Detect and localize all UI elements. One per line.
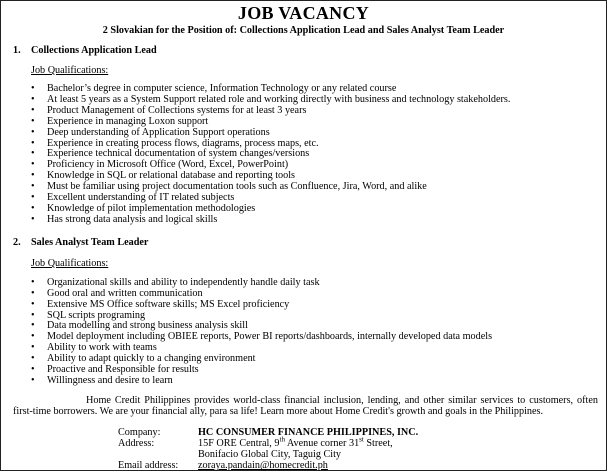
list-item: • Extensive MS Office software skills; MS Excel proficiency [31, 298, 290, 310]
list-item: • Experience in managing Loxon support [31, 115, 209, 127]
bullet-icon: • [31, 104, 35, 116]
bullet-icon: • [31, 192, 35, 204]
list-item: • Proficiency in Microsoft Office (Word, Excel, PowerPoint) [31, 159, 289, 171]
bullet-icon: • [31, 374, 35, 386]
bullet-icon: • [31, 202, 35, 214]
list-item: • Bachelor’s degree in computer science, Information Technology or any related course [31, 83, 397, 94]
bullet-icon: • [31, 159, 35, 171]
list-item: • Excellent understanding of IT related subjects [31, 192, 235, 204]
section-heading [1, 44, 606, 57]
qualifications-label: Job Qualifications: [31, 65, 109, 76]
list-item: • Willingness and desire to learn [31, 374, 173, 386]
bullet-icon: • [31, 320, 35, 332]
section-title: Collections Application Lead [31, 45, 157, 56]
section-number: 1. [13, 45, 21, 56]
list-item: • Knowledge in SQL or relational database and reporting tools [31, 170, 296, 182]
list-item: • Has strong data analysis and logical skills [31, 213, 218, 225]
bullet-icon: • [31, 309, 35, 321]
list-item: • Ability to work with teams [31, 342, 157, 354]
company-label: Company: [118, 426, 161, 438]
bullet-icon: • [31, 213, 35, 225]
list-item: • Data modelling and strong business analysis skill [31, 320, 248, 332]
list-item: • Knowledge of pilot implementation methodologies [31, 202, 256, 214]
section-heading [1, 236, 606, 249]
bullet-icon: • [31, 126, 35, 138]
address-value: 15F ORE Central, 9th Avenue corner 31st Street, [198, 435, 393, 450]
list-item: • Proactive and Responsible for results [31, 364, 199, 376]
address-row [1, 435, 606, 450]
bullet-icon: • [31, 170, 35, 182]
list-item: • At least 5 years as a System Support related role and working directly with business and technology stakeholders. [31, 93, 511, 105]
section-number: 2. [13, 236, 21, 248]
address-row-2 [1, 449, 606, 460]
address-label: Address: [118, 438, 155, 450]
list-item: • Model deployment including OBIEE reports, Power BI reports/dashboards, internally developed data models [31, 331, 493, 343]
bullet-icon: • [31, 93, 35, 105]
section-title: Sales Analyst Team Leader [31, 236, 149, 248]
address-line-2: Bonifacio Global City, Taguig City [198, 449, 342, 461]
list-item: • Good oral and written communication [31, 287, 203, 299]
bullet-icon: • [31, 353, 35, 365]
bullet-icon: • [31, 342, 35, 354]
company-name: HC CONSUMER FINANCE PHILIPPINES, INC. [198, 426, 419, 438]
list-item: • Experience technical documentation of system changes/versions [31, 148, 310, 160]
list-item: • Experience in creating process flows, diagrams, process maps, etc. [31, 137, 319, 149]
page-title: JOB VACANCY [237, 3, 370, 23]
bullet-icon: • [31, 298, 35, 310]
bullet-icon: • [31, 115, 35, 127]
email-label: Email address: [118, 460, 179, 472]
bullet-icon: • [31, 148, 35, 160]
company-row [1, 427, 606, 438]
list-item: • SQL scripts programing [31, 309, 146, 321]
qualifications-list [1, 84, 606, 226]
list-item: • Product Management of Collections systems for at least 3 years [31, 104, 307, 116]
email-row [1, 460, 606, 471]
list-item: • Organizational skills and ability to independently handle daily task [31, 276, 320, 288]
list-item: • Deep understanding of Application Support operations [31, 126, 270, 138]
bullet-icon: • [31, 181, 35, 193]
list-item: • Ability to adapt quickly to a changing environment [31, 353, 256, 365]
bullet-icon: • [31, 83, 35, 94]
qualifications-label: Job Qualifications: [31, 257, 109, 269]
qualifications-list [1, 278, 606, 387]
list-item: • Must be familiar using project documentation tools such as Confluence, Jira, Word, and alike [31, 181, 427, 193]
section-sales-analyst-team-leader [1, 236, 606, 387]
company-description: Home Credit Philippines provides world-class financial inclusion, lending, and other similar services to customers, often first-time borrowers. We are your financial ally, para sa life! Learn more about Home Credit's growth and goals in the Philippines. [13, 394, 598, 418]
subtitle: 2 Slovakian for the Position of: Collections Application Lead and Sales Analyst Team Leader [102, 25, 505, 36]
bullet-icon: • [31, 331, 35, 343]
contact-block [1, 427, 606, 472]
bullet-icon: • [31, 276, 35, 288]
bullet-icon: • [31, 137, 35, 149]
bullet-icon: • [31, 364, 35, 376]
email-link[interactable]: zoraya.pandain@homecredit.ph [198, 460, 328, 472]
section-collections-application-lead [1, 44, 606, 226]
bullet-icon: • [31, 287, 35, 299]
